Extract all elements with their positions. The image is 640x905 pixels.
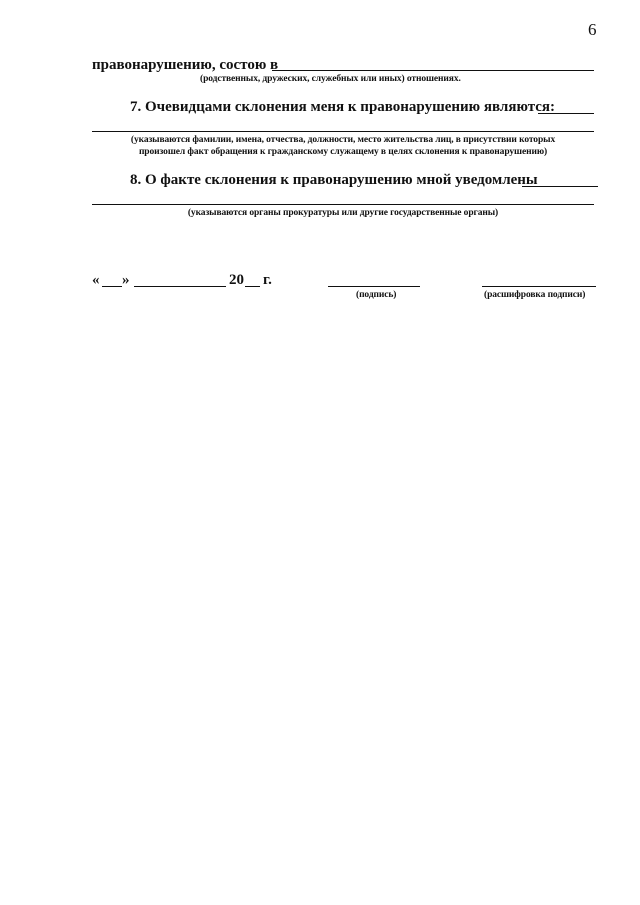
relation-caption: (родственных, дружеских, служебных или иных) отношениях. [200, 74, 461, 84]
signature-line[interactable] [328, 286, 420, 287]
witnesses-field-line-inline[interactable] [538, 113, 594, 114]
witnesses-field-line[interactable] [92, 131, 594, 132]
witnesses-caption-line1: (указываются фамилии, имена, отчества, должности, место жительства лиц, в присутствии которых [130, 135, 556, 145]
date-year-suffix: г. [263, 272, 272, 288]
date-day-line[interactable] [102, 286, 122, 287]
signature-caption: (подпись) [356, 290, 397, 300]
notified-caption: (указываются органы прокуратуры или другие государственные органы) [187, 208, 499, 218]
notified-field-line-inline[interactable] [522, 186, 598, 187]
signature-decoding-line[interactable] [482, 286, 596, 287]
witnesses-caption-line2: произошел факт обращения к гражданскому служащему в целях склонения к правонарушению) [138, 147, 548, 157]
notified-text: 8. О факте склонения к правонарушению мной уведомлены [130, 172, 538, 188]
page-number: 6 [588, 20, 597, 39]
date-quote-open: « [92, 272, 100, 288]
signature-decoding-caption: (расшифровка подписи) [484, 290, 586, 300]
date-year-prefix: 20 [229, 272, 244, 288]
date-year-line[interactable] [245, 286, 260, 287]
relation-text: правонарушению, состою в [92, 57, 279, 73]
date-month-line[interactable] [134, 286, 226, 287]
notified-field-line[interactable] [92, 204, 594, 205]
witnesses-text: 7. Очевидцами склонения меня к правонарушению являются: [130, 99, 556, 115]
relation-field-line[interactable] [272, 70, 594, 71]
date-quote-close: » [122, 272, 130, 288]
